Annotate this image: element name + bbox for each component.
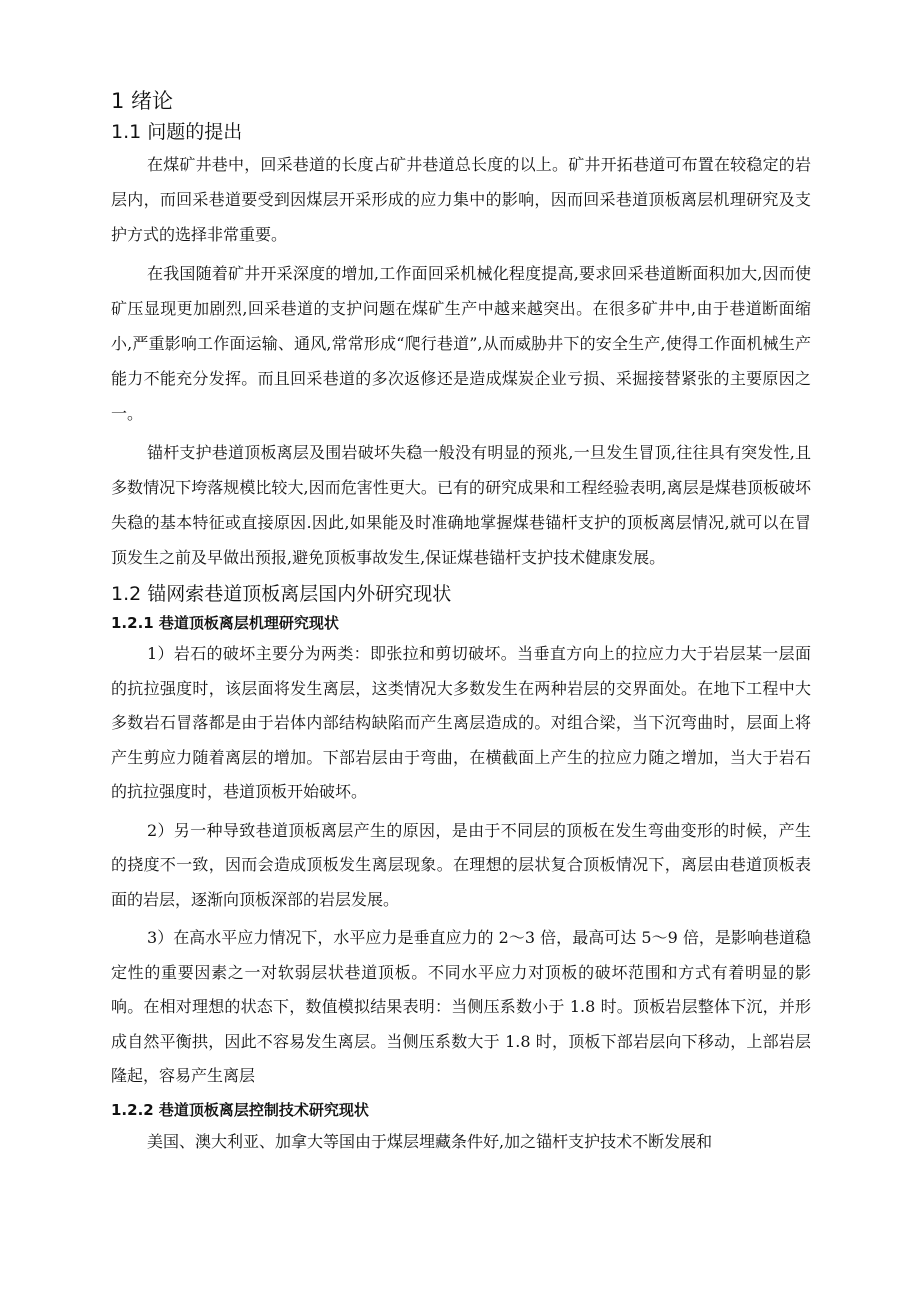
subsection-title-1-2-1: 1.2.1 巷道顶板离层机理研究现状 bbox=[111, 614, 339, 632]
section-title-1-2: 1.2 锚网索巷道顶板离层国内外研究现状 bbox=[111, 583, 452, 605]
paragraph: 3）在高水平应力情况下，水平应力是垂直应力的 2～3 倍，最高可达 5～9 倍，是影响巷道稳定性的重要因素之一对软弱层状巷道顶板。不同水平应力对顶板的破坏范围和方式有着明显的影响。在相对理想的状态下，数值模拟结果表明：当侧压系数小于 1.8 时。顶板岩层整体下沉，并形成自然平衡拱，因此不容易发生离层。当侧压系数大于 1.8 时，顶板下部岩层向下移动，上部岩层隆起，容易产生离层 bbox=[111, 928, 811, 1085]
chapter-title: 1 绪论 bbox=[111, 89, 174, 113]
paragraph: 1）岩石的破坏主要分为两类：即张拉和剪切破坏。当垂直方向上的拉应力大于岩层某一层面的抗拉强度时，该层面将发生离层，这类情况大多数发生在两种岩层的交界面处。在地下工程中大多数岩石冒落都是由于岩体内部结构缺陷而产生离层造成的。对组合梁，当下沉弯曲时，层面上将产生剪应力随着离层的增加。下部岩层由于弯曲，在横截面上产生的拉应力随之增加，当大于岩石的抗拉强度时，巷道顶板开始破坏。 bbox=[111, 644, 811, 801]
paragraph: 美国、澳大利亚、加拿大等国由于煤层埋藏条件好,加之锚杆支护技术不断发展和 bbox=[147, 1131, 713, 1151]
subsection-title-1-2-2: 1.2.2 巷道顶板离层控制技术研究现状 bbox=[111, 1100, 369, 1119]
section-title-1-1: 1.1 问题的提出 bbox=[111, 121, 243, 143]
document-page bbox=[111, 86, 811, 1162]
paragraph: 在煤矿井巷中，回采巷道的长度占矿井巷道总长度的以上。矿井开拓巷道可布置在较稳定的岩层内，而回采巷道要受到因煤层开采形成的应力集中的影响，因而回采巷道顶板离层机理研究及支护方式的选择非常重要。 bbox=[111, 155, 811, 244]
paragraph: 2）另一种导致巷道顶板离层产生的原因，是由于不同层的顶板在发生弯曲变形的时候，产生的挠度不一致，因而会造成顶板发生离层现象。在理想的层状复合顶板情况下，离层由巷道顶板表面的岩层，逐渐向顶板深部的岩层发展。 bbox=[111, 820, 811, 909]
paragraph: 锚杆支护巷道顶板离层及围岩破坏失稳一般没有明显的预兆,一旦发生冒顶,往往具有突发性,且多数情况下垮落规模比较大,因而危害性更大。已有的研究成果和工程经验表明,离层是煤巷顶板破坏失稳的基本特征或直接原因.因此,如果能及时准确地掌握煤巷锚杆支护的顶板离层情况,就可以在冒顶发生之前及早做出预报,避免顶板事故发生,保证煤巷锚杆支护技术健康发展。 bbox=[111, 443, 811, 567]
paragraph: 在我国随着矿井开采深度的增加,工作面回采机械化程度提高,要求回采巷道断面积加大,因而使矿压显现更加剧烈,回采巷道的支护问题在煤矿生产中越来越突出。在很多矿井中,由于巷道断面缩小,严重影响工作面运输、通风,常常形成“爬行巷道”,从而威胁井下的安全生产,使得工作面机械生产能力不能充分发挥。而且回采巷道的多次返修还是造成煤炭企业亏损、采掘接替紧张的主要原因之一。 bbox=[111, 264, 811, 423]
